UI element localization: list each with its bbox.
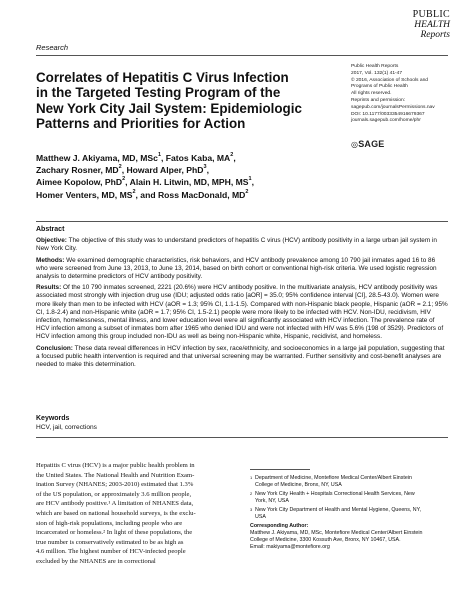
abstract-heading: Abstract [36, 226, 65, 233]
affiliation-marker: 2 [132, 188, 136, 195]
meta-line: DOI: 10.1177/0033354916679367 [351, 111, 425, 117]
objective-label: Objective: [36, 237, 67, 245]
title-line: in the Targeted Testing Program of the [36, 85, 281, 101]
keywords [36, 414, 448, 432]
methods-label: Methods: [36, 256, 65, 264]
footnote-line: College of Medicine, Bronx, NY, USA [255, 481, 342, 488]
article-title [36, 70, 306, 132]
author-name: , Alain H. Litwin, MD, MPH, MS [125, 177, 249, 188]
publisher-logo-text: SAGE [358, 139, 385, 149]
abstract-objective [36, 237, 448, 253]
body-line: incarcerated or homeless.² In light of these populations, the [36, 529, 193, 537]
affiliation-marker: 3 [203, 164, 207, 171]
meta-line: Reprints and permission: [351, 97, 406, 103]
footnote-line: USA [255, 513, 266, 520]
body-line: Hepatitis C virus (HCV) is a major public health problem in [36, 462, 195, 469]
body-line: the United States. The National Health and Nutrition Exam- [36, 471, 195, 479]
meta-line: Public Health Reports [351, 64, 399, 69]
results-label: Results: [36, 284, 62, 292]
corresponding-email: Email: makiyama@montefiore.org [250, 544, 330, 551]
journal-logo [413, 10, 450, 40]
footnote [250, 475, 455, 489]
body-line: which are based on national household surveys, is the exclu- [36, 509, 196, 517]
conclusion-label: Conclusion: [36, 344, 73, 352]
affiliation-marker: 2 [122, 176, 126, 183]
body-line: true number is conservatively estimated to be as high as [36, 538, 184, 546]
abstract [36, 226, 448, 372]
author-list [36, 152, 336, 201]
publication-metadata [351, 64, 451, 125]
meta-line: sagepub.com/journalsPermissions.nav [351, 104, 435, 110]
abstract-methods [36, 257, 448, 282]
abstract-divider [36, 221, 448, 222]
title-line: Patterns and Priorities for Action [36, 116, 246, 132]
body-text [36, 461, 236, 567]
meta-line: © 2016, Association of Schools and [351, 77, 429, 83]
title-line: New York City Jail System: Epidemiologic [36, 100, 302, 116]
footnote-number: 1 [250, 475, 253, 480]
body-line: of the US population, or approximately 3.6 million people, [36, 490, 192, 498]
section-label: Research [36, 43, 69, 52]
author-name: , Howard Alper, PhD [121, 165, 204, 176]
body-line: sion of high-risk populations, including people who are [36, 519, 183, 527]
top-divider [36, 55, 448, 56]
journal-name-line2: HEALTH [414, 20, 450, 30]
author-name: , Fatos Kaba, MA [161, 153, 231, 163]
author-name: Aimee Kopolow, PhD [36, 177, 123, 188]
footnote-line: New York City Department of Health and Mental Hygiene, Queens, NY, [255, 506, 421, 513]
abstract-conclusion [36, 345, 448, 370]
footnotes [250, 475, 455, 551]
affiliation-marker: 1 [157, 152, 161, 158]
journal-name-line1: PUBLIC [412, 9, 450, 20]
body-line: ination Survey (NHANES; 2003-2010) estimated that 1.3% [36, 481, 194, 489]
author-line [36, 152, 336, 164]
title-line: Correlates of Hepatitis C Virus Infection [36, 70, 289, 85]
author-line [36, 176, 336, 188]
keywords-text: HCV, jail, corrections [36, 424, 97, 431]
footnote-number: 2 [250, 490, 253, 496]
author-name: , and Ross MacDonald, MD [135, 189, 246, 200]
author-name: Homer Venters, MD, MS [36, 189, 133, 200]
body-line: are HCV antibody positive.¹ A limitation of NHANES data, [36, 500, 194, 508]
affiliation-marker: 2 [230, 152, 234, 158]
author-line [36, 189, 336, 201]
footnote-number: 3 [250, 506, 253, 512]
author-name: , [206, 165, 209, 176]
corresponding-line: Matthew J. Akiyama, MD, MSc, Montefiore Medical Center/Albert Einstein [250, 530, 423, 537]
affiliation-marker: 2 [118, 164, 122, 171]
affiliation-marker: 1 [248, 176, 252, 183]
publisher-logo [351, 139, 385, 149]
author-name: , [233, 153, 236, 163]
meta-line: Programs of Public Health [351, 84, 408, 90]
conclusion-text: These data reveal differences in HCV infection by sex, race/ethnicity, and socioeconomics in a large jail population, suggesting that a focused public health intervention is required and that universal screening may be warranted. Further sensitivity and cost-benefit analyses are needed to make this determination. [36, 344, 445, 369]
meta-line: 2017, Vol. 132(1) 41-47 [351, 70, 403, 76]
meta-line: journals.sagepub.com/home/phr [351, 118, 421, 124]
meta-line: All rights reserved. [351, 91, 392, 97]
objective-text: The objective of this study was to understand predictors of hepatitis C virus (HCV) antibody positivity in a large urban jail system in New York City. [36, 237, 437, 253]
sage-circle-icon: ◎ [351, 140, 359, 149]
author-line [36, 164, 336, 176]
methods-text: We examined demographic characteristics, risk behaviors, and HCV antibody prevalence among 10 790 jail inmates aged 16 to 86 who were screened from June 13, 2013, to June 13, 2014, based on birth cohort or conventional high-risk criteria. We used logistic regression analysis to determine predictors of HCV antibody positivity. [36, 256, 437, 281]
footnote-divider [250, 469, 310, 470]
body-line: excluded by the NHANES are in correctional [36, 557, 156, 565]
body-line: 4.6 million. The highest number of HCV-infected people [36, 548, 186, 556]
journal-name-line3: Reports [420, 30, 450, 40]
footnote-line: Department of Medicine, Montefiore Medical Center/Albert Einstein [255, 475, 412, 481]
keywords-divider [36, 437, 448, 438]
abstract-results [36, 284, 448, 341]
footnote [250, 491, 455, 505]
affiliation-marker: 2 [245, 188, 249, 195]
results-text: Of the 10 790 inmates screened, 2221 (20.6%) were HCV antibody positive. In the multivariate analysis, HCV antibody positivity was associated most strongly with injection drug use (IDU; adjusted odds ratio [aOR] = 35.0; 95% confidence interval [CI], 28.5-43.0). Women were more likely than men to be infected with HCV (aOR = 1.3; 95% CI, 1.1-1.5). Compared with non-Hispanic black people, Hispanic (aOR = 2.1; 95% CI, 1.8-2.4) and non-Hispanic white (aOR = 1.7; 95% CI, 1.5-2.1) people were more likely to be infected with HCV. Non-IDU, recidivism, HIV infection, homelessness, mental illness, and lower education level were all significantly associated with HCV infection. The prevalence rate of HCV infection among a subset of inmates born after 1965 who denied IDU and were not infected with HIV was 5.6% (198 of 3529). Predictors of HCV infection among this group included non-IDU as well as being non-Hispanic white, Hispanic, recidivist, and homeless. [36, 284, 448, 341]
author-name: Matthew J. Akiyama, MD, MSc [36, 153, 158, 163]
footnote-line: York, NY, USA [255, 497, 289, 504]
author-name: , [251, 177, 254, 188]
author-name: Zachary Rosner, MD [36, 165, 119, 176]
footnote [250, 507, 455, 521]
footnote-line: New York City Health + Hospitals Correctional Health Services, New [255, 490, 415, 497]
corresponding-line: College of Medicine, 3300 Kossuth Ave, Bronx, NY 10467, USA. [250, 537, 401, 544]
keywords-heading: Keywords [36, 415, 70, 422]
corresponding-author-heading: Corresponding Author: [250, 523, 309, 530]
author-lines [36, 152, 336, 201]
